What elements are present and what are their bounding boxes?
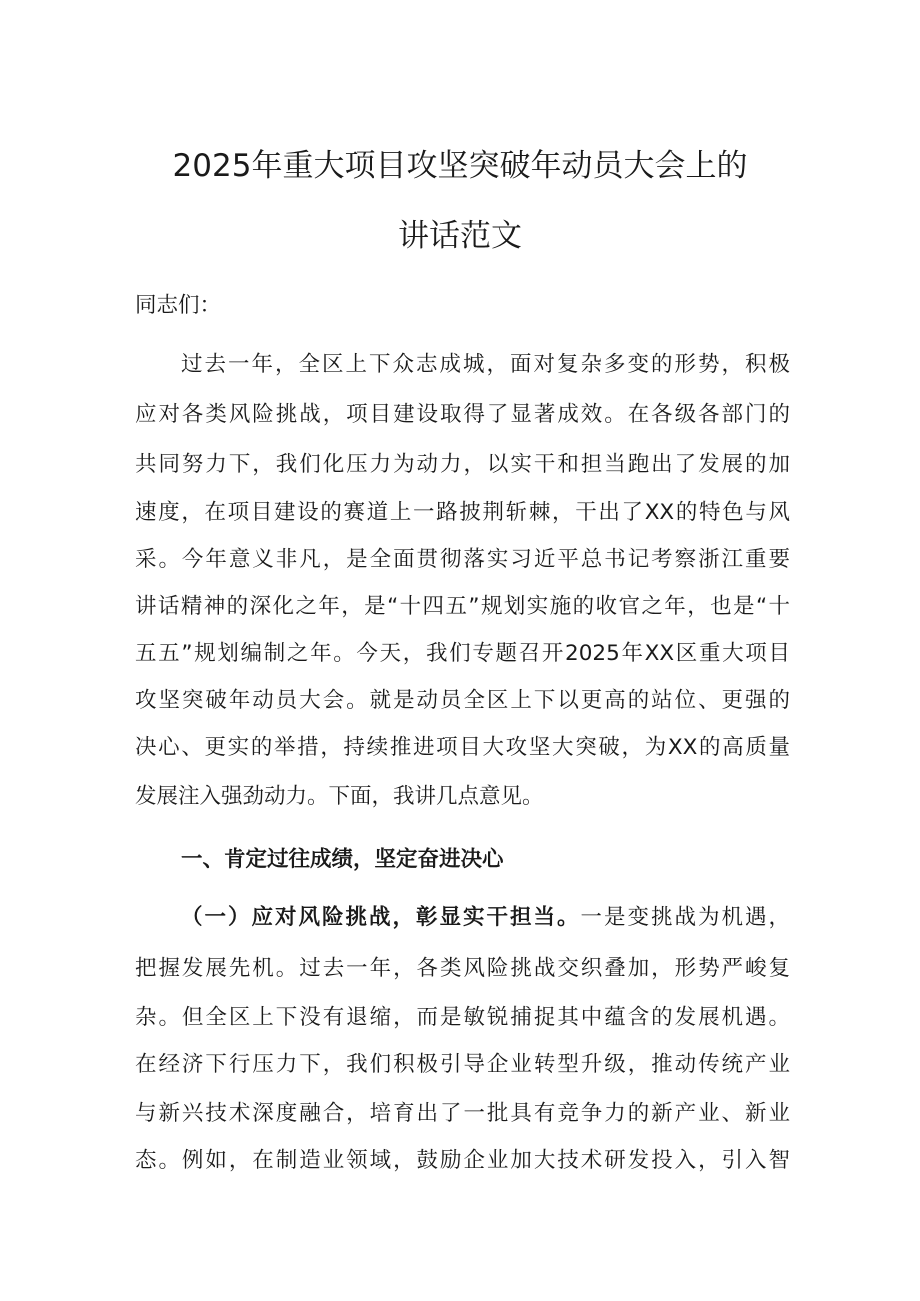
paragraph-line: 态。例如，在制造业领域，鼓励企业加大技术研发投入，引入智 [135,1148,790,1173]
paragraph-line: 过去一年，全区上下众志成城，面对复杂多变的形势，积极 [181,352,790,377]
paragraph-line: 决心、更实的举措，持续推进项目大攻坚大突破，为XX的高质量 [135,735,790,760]
document-title-line-2: 讲话范文 [398,218,522,254]
paragraph-line: 攻坚突破年动员大会。就是动员全区上下以更高的站位、更强的 [135,688,790,713]
paragraph-line: 在经济下行压力下，我们积极引导企业转型升级，推动传统产业 [135,1052,790,1077]
paragraph-line: 共同努力下，我们化压力为动力，以实干和担当跑出了发展的加 [135,452,790,477]
paragraph-line: 讲话精神的深化之年，是“十四五”规划实施的收官之年，也是“十 [135,594,790,619]
paragraph-line: 采。今年意义非凡，是全面贯彻落实习近平总书记考察浙江重要 [135,547,790,572]
section-heading: 一、肯定过往成绩，坚定奋进决心 [181,847,504,872]
document-title-line-1: 2025年重大项目攻坚突破年动员大会上的 [172,148,748,184]
subsection-heading: （一）应对风险挑战，彰显实干担当。 [181,905,581,930]
paragraph-line: 应对各类风险挑战，项目建设取得了显著成效。在各级各部门的 [135,402,790,427]
paragraph-line: 发展注入强劲动力。下面，我讲几点意见。 [135,784,544,809]
paragraph-line: 把握发展先机。过去一年，各类风险挑战交织叠加，形势严峻复 [135,956,790,981]
subsection-lead: 一是变挑战为机遇， [580,905,790,930]
paragraph-line: 与新兴技术深度融合，培育出了一批具有竞争力的新产业、新业 [135,1101,790,1126]
paragraph-line: 杂。但全区上下没有退缩，而是敏锐捕捉其中蕴含的发展机遇。 [135,1005,790,1030]
subsection-first-line [181,900,790,931]
paragraph-line: 速度，在项目建设的赛道上一路披荆斩棘，干出了XX的特色与风 [135,500,790,525]
salutation: 同志们： [135,293,222,318]
paragraph-line: 五五”规划编制之年。今天，我们专题召开2025年XX区重大项目 [135,641,790,666]
